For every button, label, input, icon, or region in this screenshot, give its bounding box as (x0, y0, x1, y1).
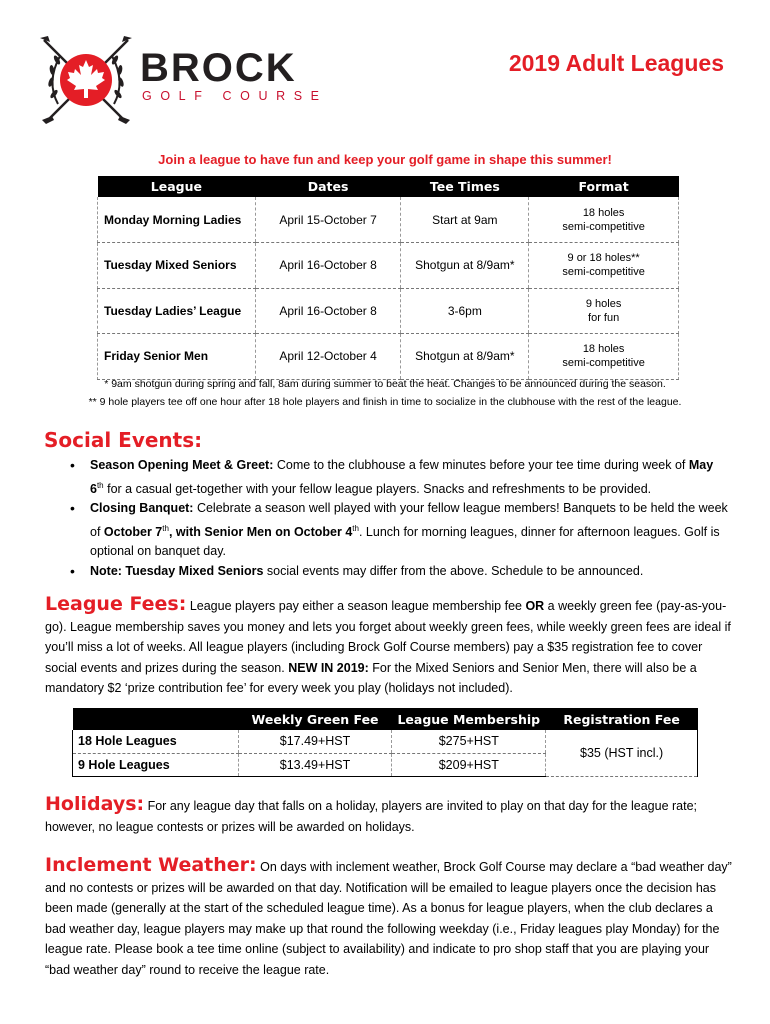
leagues-table (97, 176, 679, 380)
column-header: Weekly Green Fee (238, 708, 392, 730)
league-dates: April 15-October 7 (255, 197, 401, 243)
leagues-header-row (98, 176, 679, 197)
registration-fee: $35 (HST incl.) (546, 730, 698, 776)
membership-fee: $209+HST (392, 753, 546, 776)
green-fee: $17.49+HST (238, 730, 392, 753)
table-row (73, 730, 698, 753)
list-item (70, 456, 730, 499)
fees-new: NEW IN 2019: (288, 660, 369, 675)
fees-or: OR (525, 599, 545, 613)
table-row (98, 243, 679, 289)
item-date: October 7 (103, 524, 163, 539)
fees-text: For the Mixed Seniors and Senior Men, there will also be a mandatory $2 ‘prize contribution fee’ for every week you play (holidays not included). (45, 660, 697, 695)
weather-section (45, 855, 735, 980)
green-fee: $13.49+HST (238, 753, 392, 776)
list-item (70, 562, 730, 582)
membership-fee: $275+HST (392, 730, 546, 753)
column-header: League (98, 176, 256, 197)
league-format: 18 holes semi-competitive (529, 334, 679, 380)
item-date: , with Senior Men on October 4 (168, 524, 353, 539)
column-header (73, 708, 239, 730)
item-text: Come to the clubhouse a few minutes before your tee time during week of (273, 458, 689, 472)
league-fees-section (45, 594, 735, 699)
fee-row-label: 9 Hole Leagues (73, 753, 239, 776)
maple-leaf-crest-icon (36, 34, 136, 126)
table-row (98, 334, 679, 380)
footnote-nine-hole: ** 9 hole players tee off one hour after 18 hole players and finish in time to socialize in the clubhouse with the rest of the league. (88, 396, 682, 408)
column-header: Format (529, 176, 679, 197)
tagline: Join a league to have fun and keep your golf game in shape this summer! (158, 152, 612, 167)
league-format: 9 holes for fun (529, 288, 679, 334)
fees-table (72, 708, 698, 777)
league-format: 18 holes semi-competitive (529, 197, 679, 243)
item-date: May 6 (90, 458, 714, 496)
column-header: Tee Times (401, 176, 529, 197)
logo-wordmark: BROCK (140, 46, 297, 90)
page-title: 2019 Adult Leagues (508, 50, 724, 76)
brock-logo (36, 34, 328, 126)
fees-text: League players pay either a season league membership fee (186, 599, 526, 613)
list-item (70, 499, 730, 562)
fees-text: a weekly green fee (pay-as-you-go). (45, 599, 727, 634)
column-header: League Membership (392, 708, 546, 730)
item-text: social events may differ from the above. Schedule to be announced. (263, 563, 644, 578)
weather-text: On days with inclement weather, Brock Golf Course may declare a “bad weather day” and no contests or prizes will be awarded on that day. Notification will be emailed to league players once the decision has been made (generally at the start of the scheduled league time). As a bonus for league players, when the club declares a bad weather day, league players may make up that round the following weekday (i.e., Friday leagues play Monday) for the league rate. Please book a tee time online (subject to availability) and indicate to pro shop staff that you are playing your “bad weather day” round to receive the league rate. (45, 860, 732, 977)
league-name: Friday Senior Men (98, 334, 256, 380)
table-row (98, 197, 679, 243)
league-tee-times: Shotgun at 8/9am* (401, 243, 529, 289)
holidays-heading: Holidays: (45, 793, 145, 815)
column-header: Dates (255, 176, 401, 197)
social-events-list (70, 456, 730, 581)
league-tee-times: Start at 9am (401, 197, 529, 243)
item-text: Celebrate a season well played with your fellow league members! Banquets to be held the week of (90, 501, 728, 539)
item-title: Season Opening Meet & Greet: (90, 458, 274, 472)
social-events-heading: Social Events: (44, 428, 203, 452)
ordinal-suffix: th (162, 523, 169, 533)
item-text: . Lunch for morning leagues, dinner for afternoon leagues. Golf is optional on banquet day. (90, 524, 720, 559)
fees-text: League membership saves you money and lets you forget about weekly green fees, while weekly green fees are ideal if you’ll miss a lot of weeks. All league players (including Brock Golf Course members) pay a $35 registration fee to cover social events and prizes during the season. (45, 619, 731, 675)
item-title: Note: Tuesday Mixed Seniors (90, 563, 264, 578)
footnote-shotgun: * 9am shotgun during spring and fall, 8am during summer to beat the heat. Changes to be announced during the season. (104, 378, 666, 390)
weather-heading: Inclement Weather: (45, 854, 257, 876)
league-name: Tuesday Ladies’ League (98, 288, 256, 334)
holidays-text: For any league day that falls on a holiday, players are invited to play on that day for the league rate; however, no league contests or prizes will be awarded on holidays. (45, 799, 698, 834)
item-text: for a casual get-together with your fellow league players. Snacks and refreshments to be provided. (103, 481, 652, 496)
league-format: 9 or 18 holes** semi-competitive (529, 243, 679, 289)
item-title: Closing Banquet: (90, 501, 194, 516)
holidays-section (45, 794, 735, 837)
league-name: Tuesday Mixed Seniors (98, 243, 256, 289)
ordinal-suffix: th (96, 480, 104, 490)
league-tee-times: Shotgun at 8/9am* (401, 334, 529, 380)
league-fees-heading: League Fees: (45, 593, 187, 615)
fees-header-row (73, 708, 698, 730)
league-dates: April 12-October 4 (255, 334, 401, 380)
fee-row-label: 18 Hole Leagues (73, 730, 239, 753)
league-tee-times: 3-6pm (401, 288, 529, 334)
league-dates: April 16-October 8 (255, 288, 401, 334)
column-header: Registration Fee (546, 708, 698, 730)
league-dates: April 16-October 8 (255, 243, 401, 289)
logo-subtitle: GOLF COURSE (142, 89, 328, 103)
ordinal-suffix: th (352, 523, 359, 533)
table-row (98, 288, 679, 334)
league-name: Monday Morning Ladies (98, 197, 256, 243)
